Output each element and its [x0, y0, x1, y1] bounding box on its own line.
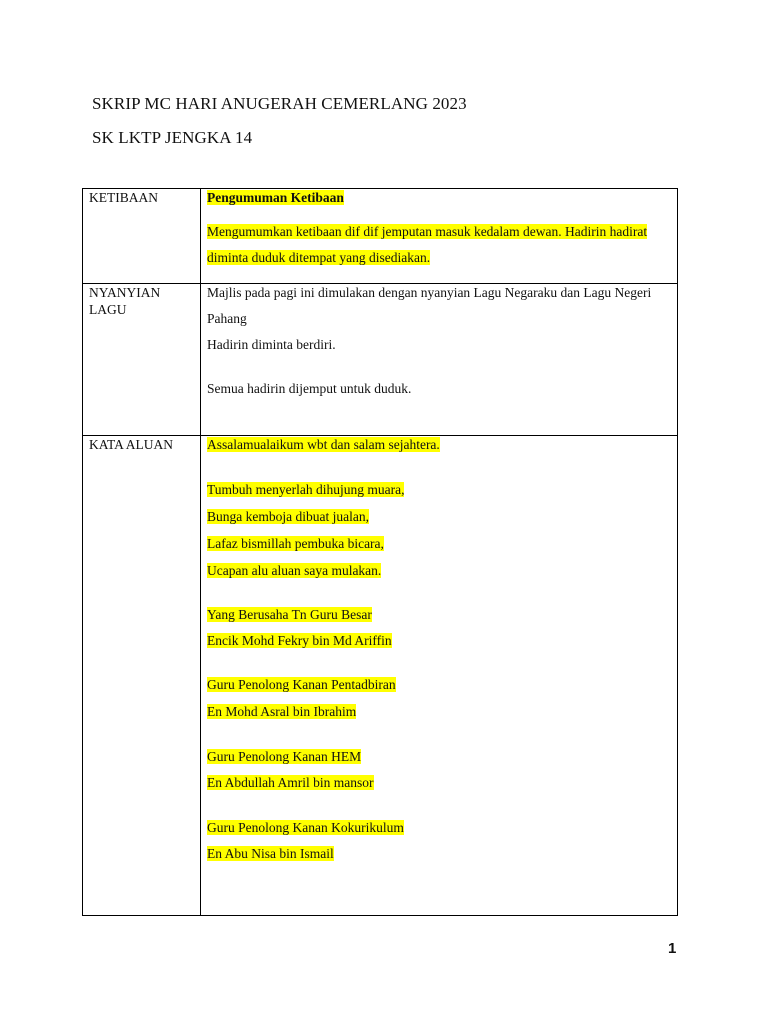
row-label: NYANYIAN LAGU	[83, 284, 201, 435]
row-label: KATA ALUAN	[83, 436, 201, 915]
script-line: Assalamualaikum wbt dan salam sejahtera.	[207, 437, 440, 452]
script-line: Majlis pada pagi ini dimulakan dengan nyanyian Lagu Negaraku dan Lagu Negeri	[207, 285, 652, 300]
pantun-line: Ucapan alu aluan saya mulakan.	[207, 563, 382, 578]
script-line: Hadirin diminta berdiri.	[207, 337, 336, 352]
row-label: KETIBAAN	[83, 189, 201, 283]
row-content	[201, 189, 677, 283]
row-content	[201, 284, 677, 435]
guest-name: En Abu Nisa bin Ismail	[207, 846, 334, 861]
guest-name: En Abdullah Amril bin mansor	[207, 775, 374, 790]
school-name: SK LKTP JENGKA 14	[92, 128, 253, 147]
page-number: 1	[668, 940, 677, 957]
table-row-nyanyian-lagu	[83, 283, 677, 435]
script-line: diminta duduk ditempat yang disediakan.	[207, 250, 431, 265]
guest-name: Encik Mohd Fekry bin Md Ariffin	[207, 633, 392, 648]
section-heading: Pengumuman Ketibaan	[207, 190, 344, 205]
pantun-line: Lafaz bismillah pembuka bicara,	[207, 536, 384, 551]
script-line: Pahang	[207, 311, 247, 326]
script-line: Mengumumkan ketibaan dif dif jemputan masuk kedalam dewan. Hadirin hadirat	[207, 224, 648, 239]
guest-title: Guru Penolong Kanan HEM	[207, 749, 362, 764]
table-row-kata-aluan	[83, 435, 677, 915]
pantun-line: Tumbuh menyerlah dihujung muara,	[207, 482, 405, 497]
pantun-line: Bunga kemboja dibuat jualan,	[207, 509, 369, 524]
guest-title: Guru Penolong Kanan Kokurikulum	[207, 820, 404, 835]
document-title: SKRIP MC HARI ANUGERAH CEMERLANG 2023	[92, 94, 467, 113]
table-row-ketibaan	[83, 189, 677, 283]
guest-title: Yang Berusaha Tn Guru Besar	[207, 607, 372, 622]
guest-title: Guru Penolong Kanan Pentadbiran	[207, 677, 396, 692]
script-table	[82, 188, 678, 916]
row-content	[201, 436, 677, 915]
guest-name: En Mohd Asral bin Ibrahim	[207, 704, 357, 719]
script-line: Semua hadirin dijemput untuk duduk.	[207, 381, 412, 396]
